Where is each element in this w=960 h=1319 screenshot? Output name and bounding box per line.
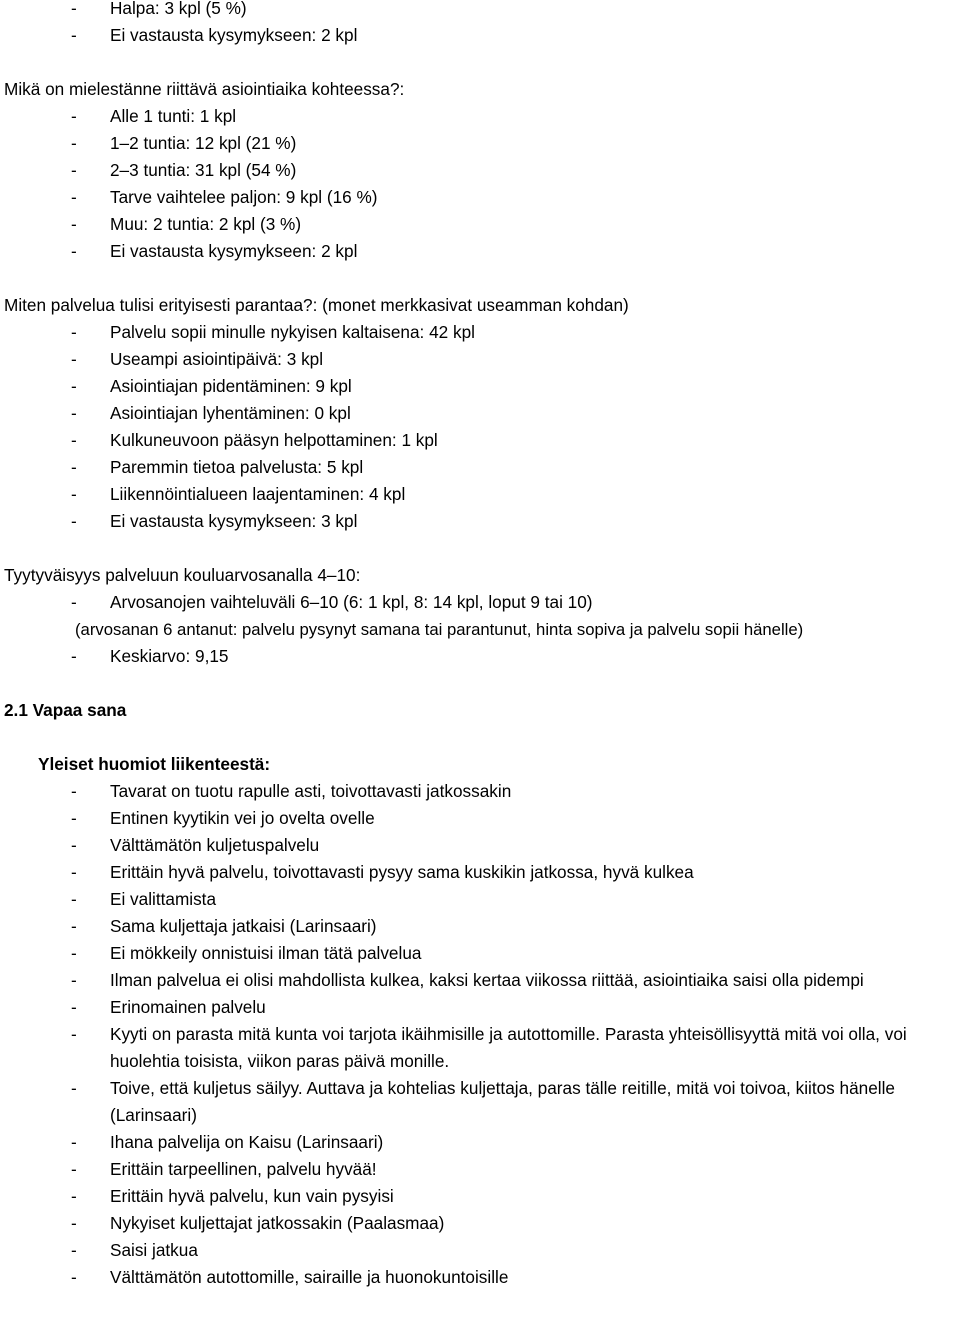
list-item-text: Paremmin tietoa palvelusta: 5 kpl <box>110 457 364 477</box>
list-item <box>4 427 958 454</box>
satisfaction-note: (arvosanan 6 antanut: palvelu pysynyt samana tai parantunut, hinta sopiva ja palvelu sopii hänelle) <box>75 620 804 639</box>
list-item <box>4 1129 958 1156</box>
list-item-text: Tarve vaihtelee paljon: 9 kpl (16 %) <box>110 187 378 207</box>
list-item-text: Välttämätön kuljetuspalvelu <box>110 835 320 855</box>
list-item <box>4 589 958 616</box>
list-dash: - <box>71 781 77 801</box>
list-item <box>4 157 958 184</box>
question-time: Mikä on mielestänne riittävä asiointiaika kohteessa?: <box>4 79 405 99</box>
list-dash: - <box>71 403 77 423</box>
list-item <box>4 832 958 859</box>
list-dash: - <box>71 970 77 990</box>
list-dash: - <box>71 592 77 612</box>
list-dash: - <box>71 187 77 207</box>
list-item-text: Erittäin hyvä palvelu, toivottavasti pysyy sama kuskikin jatkossa, hyvä kulkea <box>110 862 694 882</box>
list-dash: - <box>71 1267 77 1287</box>
list-item-text: 1–2 tuntia: 12 kpl (21 %) <box>110 133 297 153</box>
list-item-text: Tavarat on tuotu rapulle asti, toivottavasti jatkossakin <box>110 781 512 801</box>
list-item-text: Arvosanojen vaihteluväli 6–10 (6: 1 kpl, 8: 14 kpl, loput 9 tai 10) <box>110 592 593 612</box>
question-improve: Miten palvelua tulisi erityisesti parantaa?: (monet merkkasivat useamman kohdan) <box>4 295 629 315</box>
list-item-text: Keskiarvo: 9,15 <box>110 646 229 666</box>
list-item-text: Ei vastausta kysymykseen: 2 kpl <box>110 25 358 45</box>
list-item <box>4 886 958 913</box>
list-item <box>4 994 958 1021</box>
list-dash: - <box>71 430 77 450</box>
question-satisfaction: Tyytyväisyys palveluun kouluarvosanalla 4–10: <box>4 565 361 585</box>
spacer <box>4 670 958 697</box>
list-item-text: Entinen kyytikin vei jo oveltа ovelle <box>110 808 375 828</box>
list-item <box>4 319 958 346</box>
list-dash: - <box>71 862 77 882</box>
list-dash: - <box>71 835 77 855</box>
list-item-text: Välttämätön autottomille, sairaille ja huonokuntoisille <box>110 1267 509 1287</box>
list-dash: - <box>71 484 77 504</box>
list-dash: - <box>71 376 77 396</box>
list-item-text: Kyyti on parasta mitä kunta voi tarjota ikäihmisille ja autottomille. Parasta yhteisöllisyyttä mitä voi olla, voi huolehtia toisista, viikon paras päivä monille. <box>110 1024 907 1071</box>
list-item-text: Sama kuljettaja jatkaisi (Larinsaari) <box>110 916 377 936</box>
list-dash: - <box>71 457 77 477</box>
sub-heading: Yleiset huomiot liikenteestä: <box>38 754 271 774</box>
list-item <box>4 1021 958 1075</box>
list-item-text: Erittäin tarpeellinen, palvelu hyvää! <box>110 1159 377 1179</box>
list-item-text: 2–3 tuntia: 31 kpl (54 %) <box>110 160 297 180</box>
list-item <box>4 805 958 832</box>
section-heading: 2.1 Vapaa sana <box>4 700 127 720</box>
list-item-text: Liikennöintialueen laajentaminen: 4 kpl <box>110 484 406 504</box>
list-item-text: Toive, että kuljetus säilyy. Auttava ja kohtelias kuljettaja, paras tälle reitille, mitä voi toivoa, kiitos hänelle (Larinsaari) <box>110 1078 895 1125</box>
list-item-text: Useampi asiointipäivä: 3 kpl <box>110 349 324 369</box>
list-item <box>4 22 958 49</box>
list-dash: - <box>71 646 77 666</box>
list-dash: - <box>71 889 77 909</box>
list-item <box>4 211 958 238</box>
list-item-text: Alle 1 tunti: 1 kpl <box>110 106 237 126</box>
list-dash: - <box>71 241 77 261</box>
spacer <box>4 535 958 562</box>
list-item <box>4 643 958 670</box>
list-dash: - <box>71 916 77 936</box>
list-item-text: Ei mökkeily onnistuisi ilman tätä palvelua <box>110 943 422 963</box>
list-item-text: Ilman palvelua ei olisi mahdollista kulkea, kaksi kertaa viikossa riittää, asiointiaika saisi olla pidempi <box>110 970 864 990</box>
list-dash: - <box>71 106 77 126</box>
list-item-text: Asiointiajan pidentäminen: 9 kpl <box>110 376 352 396</box>
list-item-text: Muu: 2 tuntia: 2 kpl (3 %) <box>110 214 302 234</box>
list-dash: - <box>71 1186 77 1206</box>
list-dash: - <box>71 0 77 18</box>
spacer <box>4 265 958 292</box>
list-item <box>4 130 958 157</box>
list-item <box>4 508 958 535</box>
list-dash: - <box>71 349 77 369</box>
list-dash: - <box>71 322 77 342</box>
list-item <box>4 1264 958 1291</box>
list-item-text: Ei vastausta kysymykseen: 2 kpl <box>110 241 358 261</box>
list-dash: - <box>71 1159 77 1179</box>
list-item <box>4 1156 958 1183</box>
list-dash: - <box>71 808 77 828</box>
list-item-text: Kulkuneuvoon pääsyn helpottaminen: 1 kpl <box>110 430 438 450</box>
list-dash: - <box>71 160 77 180</box>
list-dash: - <box>71 997 77 1017</box>
list-dash: - <box>71 1078 77 1098</box>
list-item <box>4 913 958 940</box>
list-item <box>4 1183 958 1210</box>
list-item <box>4 103 958 130</box>
list-item-text: Nykyiset kuljettajat jatkossakin (Paalasmaa) <box>110 1213 445 1233</box>
list-item <box>4 454 958 481</box>
list-item-text: Asiointiajan lyhentäminen: 0 kpl <box>110 403 351 423</box>
list-dash: - <box>71 1240 77 1260</box>
list-item <box>4 967 958 994</box>
list-item-text: Ei vastausta kysymykseen: 3 kpl <box>110 511 358 531</box>
document-page <box>4 0 958 1291</box>
list-dash: - <box>71 943 77 963</box>
list-dash: - <box>71 511 77 531</box>
spacer <box>4 724 958 751</box>
list-item <box>4 1237 958 1264</box>
list-item <box>4 184 958 211</box>
list-item <box>4 778 958 805</box>
list-dash: - <box>71 1024 77 1044</box>
list-item-text: Palvelu sopii minulle nykyisen kaltaisena: 42 kpl <box>110 322 475 342</box>
list-item <box>4 1075 958 1129</box>
list-item-text: Saisi jatkua <box>110 1240 198 1260</box>
list-item <box>4 346 958 373</box>
list-item <box>4 940 958 967</box>
spacer <box>4 49 958 76</box>
list-item <box>4 238 958 265</box>
list-item <box>4 1210 958 1237</box>
list-item-text: Ei valittamista <box>110 889 217 909</box>
list-item <box>4 373 958 400</box>
list-dash: - <box>71 133 77 153</box>
list-dash: - <box>71 214 77 234</box>
list-dash: - <box>71 1132 77 1152</box>
list-item-text: Ihana palvelija on Kaisu (Larinsaari) <box>110 1132 384 1152</box>
list-item-text: Halpa: 3 kpl (5 %) <box>110 0 247 18</box>
list-dash: - <box>71 1213 77 1233</box>
list-item <box>4 400 958 427</box>
list-dash: - <box>71 25 77 45</box>
list-item <box>4 859 958 886</box>
list-item <box>4 0 958 22</box>
list-item <box>4 481 958 508</box>
list-item-text: Erittäin hyvä palvelu, kun vain pysyisi <box>110 1186 394 1206</box>
list-item-text: Erinomainen palvelu <box>110 997 266 1017</box>
